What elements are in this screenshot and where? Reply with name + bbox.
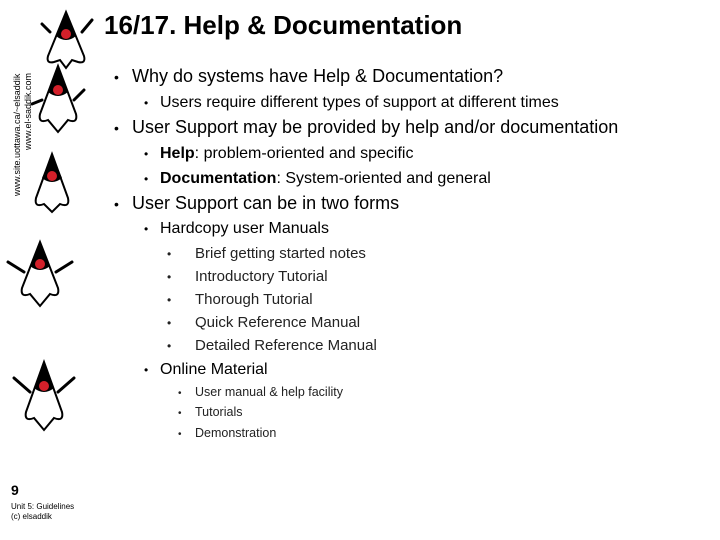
bullet-text: User manual & help facility	[195, 385, 343, 399]
term-help: Help	[160, 145, 195, 162]
bullet-text: : System-oriented and general	[276, 170, 491, 187]
bullet-why-help	[114, 66, 503, 87]
bullet-text: Demonstration	[195, 426, 277, 440]
list-item-manual	[167, 291, 313, 308]
bullet-dot: •	[114, 196, 119, 212]
bullet-documentation	[144, 170, 491, 188]
bullet-dot: •	[167, 247, 172, 261]
bullet-dot: •	[167, 316, 172, 330]
bullet-text: Thorough Tutorial	[195, 291, 313, 308]
list-item-manual	[167, 337, 377, 354]
bullet-dot: •	[144, 222, 149, 236]
bullet-text: : problem-oriented and specific	[194, 145, 414, 162]
page-number: 9	[11, 482, 19, 498]
bullet-help	[144, 145, 413, 163]
side-url-2: www.el-saddik.com	[23, 72, 33, 150]
bullet-hardcopy	[144, 220, 329, 238]
bullet-text: Hardcopy user Manuals	[160, 220, 329, 237]
bullet-dot: •	[144, 363, 149, 377]
bullet-dot: •	[114, 69, 119, 85]
bullet-dot: •	[178, 429, 182, 440]
bullet-text: Online Material	[160, 361, 268, 378]
bullet-two-forms	[114, 193, 399, 214]
footer-unit: Unit 5: Guidelines	[11, 502, 75, 511]
bullet-dot: •	[144, 172, 149, 186]
duke-mascot-icon	[8, 356, 80, 440]
list-item-online	[178, 385, 343, 399]
list-item-manual	[167, 268, 328, 285]
list-item-manual	[167, 245, 366, 262]
list-item-manual	[167, 314, 360, 331]
bullet-dot: •	[178, 388, 182, 399]
bullet-text: Brief getting started notes	[195, 245, 366, 262]
duke-mascot-icon	[4, 236, 76, 312]
list-item-online	[178, 426, 276, 440]
bullet-dot: •	[144, 147, 149, 161]
bullet-text: Introductory Tutorial	[195, 268, 328, 285]
bullet-text: User Support may be provided by help and/or documentation	[132, 117, 619, 137]
duke-mascot-icon	[28, 148, 76, 218]
bullet-text: Users require different types of support at different times	[160, 94, 559, 111]
bullet-dot: •	[167, 270, 172, 284]
bullet-text: Tutorials	[195, 405, 243, 419]
side-url-1: www.site.uottawa.ca/~elsaddik	[12, 73, 22, 196]
bullet-online-material	[144, 361, 268, 379]
bullet-users-require	[144, 94, 559, 112]
bullet-dot: •	[178, 408, 182, 419]
term-documentation: Documentation	[160, 170, 277, 187]
slide-title: 16/17. Help & Documentation	[104, 10, 463, 40]
bullet-dot: •	[144, 96, 149, 110]
bullet-dot: •	[167, 293, 172, 307]
bullet-user-support-provided	[114, 117, 618, 138]
bullet-text: Why do systems have Help & Documentation?	[132, 66, 504, 86]
footer-copyright: (c) elsaddik	[11, 512, 52, 521]
bullet-dot: •	[167, 339, 172, 353]
list-item-online	[178, 405, 242, 419]
bullet-text: Quick Reference Manual	[195, 314, 361, 331]
bullet-text: User Support can be in two forms	[132, 193, 400, 213]
bullet-text: Detailed Reference Manual	[195, 337, 377, 354]
bullet-dot: •	[114, 120, 119, 136]
duke-mascot-icon	[30, 60, 86, 140]
